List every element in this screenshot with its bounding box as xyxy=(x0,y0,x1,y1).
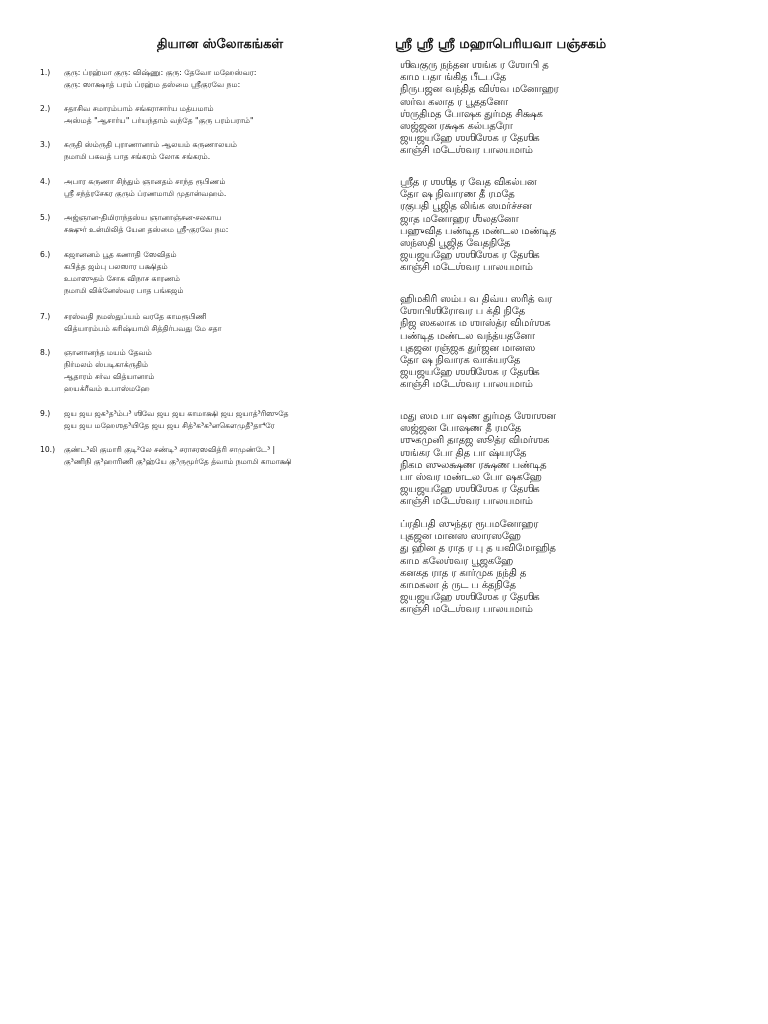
stanza-line: காம பதா ங்கித பீடபதே xyxy=(400,72,507,84)
verse-line: ஸ்ரீ சந்த்ரசேகர குரும் ப்ரணமாமி முதான்வஹம். xyxy=(64,189,227,198)
verse-lines xyxy=(64,103,384,127)
stanza-line: நிருபஜன வந்தித விஶ்வ மனோஹர xyxy=(400,84,559,96)
verse-number: 6.) xyxy=(40,250,51,259)
verse-line: ஞானானந்த மயம் தேவம் xyxy=(64,348,152,357)
stanza-line: ஸ்ரீத ர ஶஶித ர வேத விகல்பன xyxy=(400,177,537,188)
verse-lines xyxy=(64,176,384,200)
stanza-line: காஞ்சி மடேஶ்வர பாலயமாம் xyxy=(400,604,533,616)
verse-number: 10.) xyxy=(40,445,56,454)
verse-line: சக்ஷுர் உன்மிலித் யேன தஸ்மை ஸ்ரீ-குரவே நம: xyxy=(64,225,229,234)
stanza-line: காஞ்சி மடேஶ்வர பாலயமாம் xyxy=(400,379,533,391)
verse-lines xyxy=(64,249,384,297)
stanza-line: தோ ஷ நிவாரண தீ ரமதே xyxy=(400,189,515,201)
verse-line: சுருதி ஸ்ம்ருதி புராணானாம் ஆலயம் கருணாலயம் xyxy=(64,140,237,149)
stanza-line: காஞ்சி மடேஶ்வர பாலயமாம் xyxy=(400,145,533,157)
stanza-line: ஸந்ஸதி பூஜித வேதநிதே xyxy=(400,238,511,250)
stanza-line: பா ஸ்வர மண்டல போ ஷகஹே xyxy=(400,472,542,484)
stanza-line: ஜயஜயஹே ஶஶிஶேக ர தேஶிக xyxy=(400,484,540,496)
stanza-line: நிகம ஸுலக்ஷண ரக்ஷண பண்டித xyxy=(400,459,547,471)
stanza-line: ஶோபிஶிரோவர ப க்தி நிதே xyxy=(400,306,526,318)
stanza-2 xyxy=(400,177,700,275)
stanza-line: புதஜன மானஸ ஸாரஸஹே xyxy=(400,531,521,543)
verse-line: அபார கருணா சிந்தும் ஞானதம் சாந்த ரூபிணம் xyxy=(64,177,226,186)
stanza-line: து ஹின த ராத ர பு த யவிமோஹித xyxy=(400,543,556,555)
stanza-line: காமகலா த் ருட ப க்தநிதே xyxy=(400,580,516,592)
stanza-line: ஜயஜயஹே ஶஶிஶேக ர தேஶிக xyxy=(400,250,540,262)
right-column-title: ஸ்ரீ ஸ்ரீ ஸ்ரீ மஹாபெரியவா பஞ்சகம் xyxy=(395,37,607,52)
verse-line: ஜய ஜய ஜக³த³ம்ப³ ஶிவே ஜய ஜய காமாக்ஷி ஜய ஜயாத்³ரிஸுதே xyxy=(64,409,289,418)
verse-number: 3.) xyxy=(40,140,51,149)
verse-line: குண்ட³லி குமாரி குடி²லே சண்டி³ சராசரஸவித்ரி சாமுண்டே³ | xyxy=(64,445,276,454)
stanza-line: ஶிவகுரு நந்தன ஶங்க ர ஶோபி த xyxy=(400,60,549,71)
verse-number: 8.) xyxy=(40,348,51,357)
verse-lines xyxy=(64,347,384,395)
stanza-line: ஜயஜயஹே ஶஶிஶேக ர தேஶிக xyxy=(400,133,540,145)
stanza-line: ஸஜ்ஜன போஷண தீ ரமதே xyxy=(400,423,522,435)
verse-line: நமாமி விக்னேஸ்வர பாத பங்கஜம் xyxy=(64,286,184,295)
verse-line: நமாமி பகவத் பாத சங்கரம் லோக சங்கரம். xyxy=(64,152,211,161)
stanza-line: பண்டித மண்டல வந்த்யதனோ xyxy=(400,330,535,342)
verse-lines xyxy=(64,212,384,236)
stanza-5 xyxy=(400,519,700,617)
stanza-line: ஶ்ருதிமத போஷக துர்மத சிக்ஷக xyxy=(400,108,543,120)
stanza-line: காம கலேஶ்வர பூஜகஹே xyxy=(400,555,514,567)
stanza-line: நிஜ ஸகலாக ம ஶாஸ்த்ர விமர்ஶக xyxy=(400,318,551,330)
verse-lines xyxy=(64,67,384,91)
stanza-line: மது ஸம பா ஷண துர்மத ஶோஶன xyxy=(400,411,556,422)
verse-line: நிர்மலம் ஸ்படிகாக்ருதிம் xyxy=(64,360,149,369)
verse-lines xyxy=(64,139,384,163)
verse-lines xyxy=(64,311,384,335)
verse-lines xyxy=(64,408,384,432)
stanza-line: ஜயஜயஹே ஶஶிஶேக ர தேஶிக xyxy=(400,367,540,379)
stanza-line: ஸஜ்ஜன ரக்ஷக கல்பதரோ xyxy=(400,121,513,133)
verse-line: கபித்த ஜம்பு பலஸார பக்ஷிதம் xyxy=(64,262,168,271)
verse-number: 4.) xyxy=(40,177,51,186)
verse-line: ஜய ஜய மஹேஶத³யிதே ஜய ஜய சித்³க³க³னகௌமுதீ³தா⁴ரே xyxy=(64,421,275,430)
verse-line: ஹயக்ரீவம் உபாஸ்மஹே xyxy=(64,384,150,393)
stanza-line: பஹுவித பண்டித மண்டல மண்டித xyxy=(400,225,556,237)
verse-line: சரஸ்வதி நமஸ்துப்யம் வரதே காமரூபிணி xyxy=(64,312,207,321)
stanza-line: ரகுபதி பூஜித லிங்க ஸமர்ச்சன xyxy=(400,201,532,213)
verse-line: வித்யாரம்பம் கரிஷ்யாமி சித்திர்பவது மே சதா xyxy=(64,324,222,333)
verse-line: கு³ணிநி கு³ஹாரிணி கு³ஹ்யே கு³ருமூர்தே த்வாம் நமாமி காமாக்ஷி xyxy=(64,457,292,466)
stanza-line: ப்ரதிபதி ஸுந்தர ரூபமனோஹர xyxy=(400,519,539,530)
verse-line: குரு: ஸாக்ஷாத் பரம் ப்ரஹ்ம தஸ்மை ஸ்ரீகுரவே நம: xyxy=(64,80,241,89)
stanza-1 xyxy=(400,60,700,158)
stanza-line: புதஜன ரஞ்ஜக துர்ஜன மானஸ xyxy=(400,342,536,354)
stanza-4 xyxy=(400,411,700,509)
stanza-line: ஹிமகிரி ஸம்ப வ திவ்ய ஸரித் வர xyxy=(400,294,553,305)
stanza-line: தோ ஷ நிவாரக வாக்யரதே xyxy=(400,355,521,367)
stanza-line: ஜாத மனோஹர ஶீலதனோ xyxy=(400,213,519,225)
stanza-line: ஶுகமுனி தாதஜ ஸூத்ர விமர்ஶக xyxy=(400,435,550,447)
stanza-line: ஜயஜயஹே ஶஶிஶேக ர தேஶிக xyxy=(400,592,540,604)
verse-number: 5.) xyxy=(40,213,51,222)
verse-number: 1.) xyxy=(40,68,51,77)
verse-number: 9.) xyxy=(40,409,51,418)
verse-line: குரு: ப்ரஹ்மா குரு: விஷ்ணு: குரு: தேவோ மஹேஸ்வர: xyxy=(64,68,257,77)
verse-number: 2.) xyxy=(40,104,51,113)
verse-line: சதாசிவ சமாரம்பாம் சங்கராசார்ய மத்யமாம் xyxy=(64,104,214,113)
left-column-title: தியான ஸ்லோகங்கள் xyxy=(156,37,284,52)
stanza-line: காஞ்சி மடேஶ்வர பாலயமாம் xyxy=(400,496,533,508)
stanza-line: கனகத ராத ர கார்முக நந்தி த xyxy=(400,567,527,579)
stanza-line: ஸர்வ கலாத ர பூததனோ xyxy=(400,96,508,108)
stanza-line: ஶங்கர போ தித பா ஷ்யரதே xyxy=(400,447,527,459)
verse-number: 7.) xyxy=(40,312,51,321)
verse-lines xyxy=(64,444,384,468)
verse-line: கஜானனம் பூத கணாதி ஸேவிதம் xyxy=(64,250,177,259)
stanza-3 xyxy=(400,294,700,392)
verse-line: அஸ்மத் "ஆசார்ய" பர்யந்தாம் வந்தே "குரு பரம்பராம்" xyxy=(64,116,254,125)
verse-line: அஜ்ஞான-திமிராந்தஸ்ய ஞானாஞ்சன-சலகாய xyxy=(64,213,222,222)
verse-line: உமாஸுதம் சோக விநாச காரணம் xyxy=(64,274,180,283)
verse-line: ஆதாரம் சர்வ வித்யானாம் xyxy=(64,372,155,381)
stanza-line: காஞ்சி மடேஶ்வர பாலயமாம் xyxy=(400,262,533,274)
